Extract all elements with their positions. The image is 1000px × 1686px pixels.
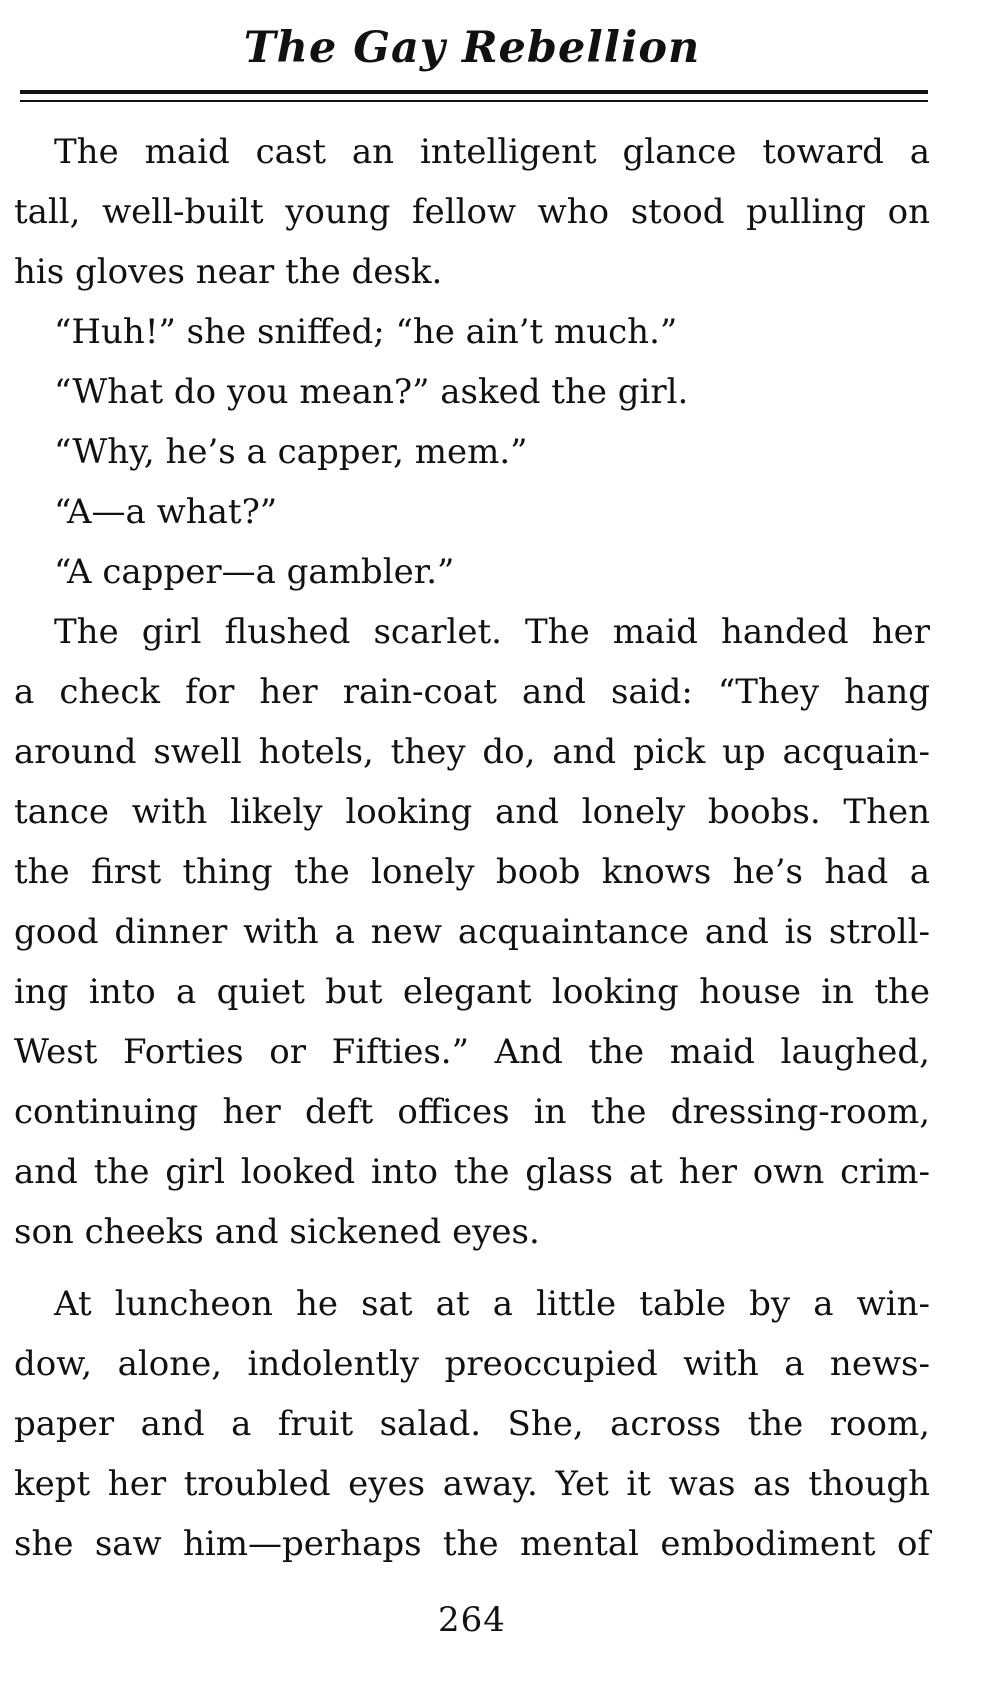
paragraph-gap <box>14 1262 930 1274</box>
text-line: West Forties or Fifties.” And the maid laughed, <box>14 1032 930 1072</box>
paragraph <box>14 302 930 362</box>
text-line: tall, well-built young fellow who stood pulling on <box>14 192 930 232</box>
text-line: paper and a fruit salad. She, across the room, <box>14 1404 930 1444</box>
paragraph <box>14 422 930 482</box>
text-line: the first thing the lonely boob knows he’s had a <box>14 852 930 892</box>
text-line: The girl flushed scarlet. The maid handed her <box>54 612 930 652</box>
text-line: good dinner with a new acquaintance and is stroll- <box>14 912 930 952</box>
text-line: she saw him—perhaps the mental embodiment of <box>14 1524 930 1564</box>
header-rule-thick <box>20 90 928 94</box>
paragraph <box>14 542 930 602</box>
text-line: “Huh!” she sniffed; “he ain’t much.” <box>54 312 678 352</box>
running-head: The Gay Rebellion <box>243 23 701 73</box>
paragraph <box>14 122 930 302</box>
text-line: son cheeks and sickened eyes. <box>14 1212 540 1252</box>
paragraph <box>14 1274 930 1574</box>
header-rule-thin <box>20 100 928 102</box>
text-line: his gloves near the desk. <box>14 252 443 292</box>
text-line: around swell hotels, they do, and pick up acquain- <box>14 732 930 772</box>
text-line: ing into a quiet but elegant looking house in the <box>14 972 930 1012</box>
text-line: dow, alone, indolently preoccupied with a news- <box>14 1344 930 1384</box>
paragraph <box>14 362 930 422</box>
page-number: 264 <box>438 1600 506 1640</box>
text-line: The maid cast an intelligent glance toward a <box>54 132 930 172</box>
paragraph <box>14 482 930 542</box>
book-page <box>14 0 930 1686</box>
text-line: “A capper—a gambler.” <box>54 552 455 592</box>
text-line: and the girl looked into the glass at her own crim- <box>14 1152 930 1192</box>
text-line: kept her troubled eyes away. Yet it was as though <box>14 1464 930 1504</box>
text-line: continuing her deft offices in the dressing-room, <box>14 1092 930 1132</box>
body-text <box>14 122 930 1574</box>
text-line: “What do you mean?” asked the girl. <box>54 372 689 412</box>
text-line: “Why, he’s a capper, mem.” <box>54 432 528 472</box>
text-line: At luncheon he sat at a little table by a win- <box>54 1284 930 1324</box>
text-line: “A—a what?” <box>54 492 278 532</box>
paragraph <box>14 602 930 1262</box>
text-line: a check for her rain-coat and said: “They hang <box>14 672 930 712</box>
text-line: tance with likely looking and lonely boobs. Then <box>14 792 930 832</box>
